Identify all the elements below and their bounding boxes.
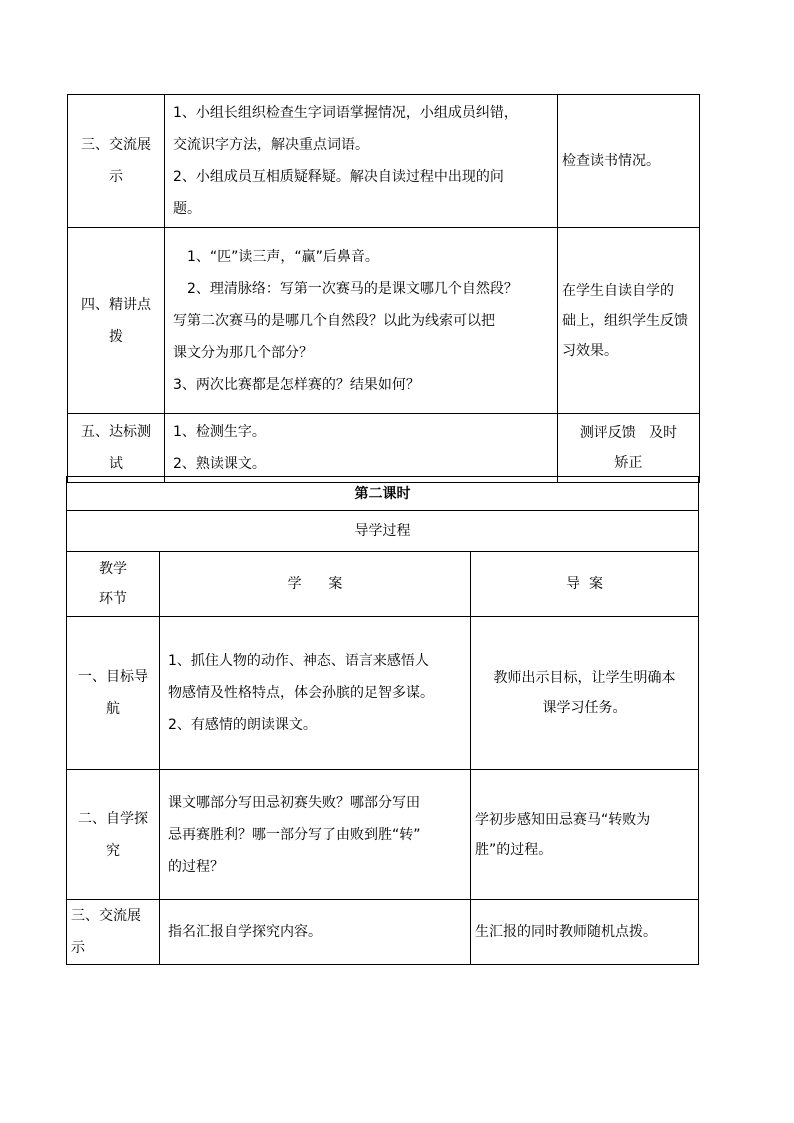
content-line: 3、两次比赛都是怎样赛的？结果如何？ — [173, 376, 420, 393]
note-cell — [471, 617, 699, 770]
note-cell — [558, 95, 700, 228]
stage-cell — [67, 770, 160, 900]
note-line: 生汇报的同时教师随机点拨。 — [475, 924, 657, 940]
content-line: 2、有感情的朗读课文。 — [168, 717, 317, 733]
note-line: 学初步感知田忌赛马“转败为 — [475, 811, 651, 828]
content-line: 交流识字方法，解决重点词语。 — [173, 137, 369, 153]
stage-cell — [68, 95, 165, 228]
stage-label-line2: 试 — [109, 456, 123, 472]
stage-label-line1: 三、交流展 — [71, 908, 141, 924]
stage-label-line2: 示 — [109, 169, 123, 185]
content-line: 1、检测生字。 — [173, 424, 266, 440]
content-line: 课文哪部分写田忌初赛失败？哪部分写田 — [168, 794, 420, 811]
column-header-plan: 学 案 — [160, 552, 471, 617]
note-cell — [471, 770, 699, 900]
stage-label-line2: 究 — [106, 842, 120, 859]
header-stage-line1: 教学 — [99, 561, 127, 577]
lesson1-table — [67, 94, 700, 483]
note-line: 检查读书情况。 — [562, 153, 660, 169]
content-line: 指名汇报自学探究内容。 — [168, 924, 322, 940]
header-stage-line2: 环节 — [99, 591, 127, 607]
content-line: 忌再赛胜利？哪一部分写了由败到胜“转” — [168, 826, 421, 843]
content-line: 的过程？ — [168, 858, 224, 875]
note-cell — [558, 228, 700, 414]
stage-label-line1: 一、目标导 — [78, 669, 148, 685]
content-line: 物感情及性格特点，体会孙膑的足智多谋。 — [168, 685, 434, 701]
stage-cell — [67, 617, 160, 770]
stage-cell — [67, 900, 160, 965]
note-line: 矫正 — [614, 455, 643, 471]
note-line: 在学生自读自学的 — [562, 282, 674, 299]
stage-label-line1: 三、交流展 — [81, 137, 151, 153]
content-line: 1、抓住人物的动作、神态、语言来感悟人 — [168, 653, 429, 669]
content-cell — [165, 414, 558, 483]
content-line: 1、“匹”读三声，“赢”后鼻音。 — [187, 248, 379, 265]
lesson2-table — [66, 476, 699, 965]
note-line: 胜”的过程。 — [475, 841, 553, 858]
lesson-title: 第二课时 — [67, 477, 699, 511]
table-row — [67, 770, 699, 900]
content-cell — [165, 228, 558, 414]
content-line: 课文分为那几个部分？ — [173, 344, 313, 361]
content-line: 题。 — [173, 201, 201, 217]
table-row — [68, 414, 700, 483]
note-cell — [558, 414, 700, 483]
table-row — [67, 617, 699, 770]
content-line: 2、熟读课文。 — [173, 456, 266, 472]
column-header-guide: 导 案 — [471, 552, 699, 617]
note-line: 础上，组织学生反馈 — [562, 312, 688, 329]
section-subtitle: 导学过程 — [67, 511, 699, 552]
content-line: 写第二次赛马的是哪几个自然段？以此为线索可以把 — [173, 312, 495, 329]
stage-label-line2: 示 — [71, 940, 85, 956]
stage-label-line1: 四、精讲点 — [81, 296, 151, 313]
column-header-stage — [67, 552, 160, 617]
content-cell — [165, 95, 558, 228]
content-cell — [160, 770, 471, 900]
table-row — [68, 95, 700, 228]
stage-label-line2: 航 — [106, 701, 120, 717]
stage-label-line1: 五、达标测 — [81, 424, 151, 440]
content-cell — [160, 617, 471, 770]
table-row — [67, 511, 699, 552]
note-line: 教师出示目标，让学生明确本 — [493, 670, 676, 686]
stage-label-line2: 拨 — [109, 328, 123, 345]
note-line: 测评反馈 及时 — [579, 425, 678, 441]
content-line: 1、小组长组织检查生字词语掌握情况，小组成员纠错， — [173, 105, 518, 121]
stage-cell — [68, 414, 165, 483]
content-cell — [160, 900, 471, 965]
table-row — [68, 228, 700, 414]
note-line: 课学习任务。 — [542, 700, 627, 716]
content-line: 2、小组成员互相质疑释疑。解决自读过程中出现的问 — [173, 169, 504, 185]
header-row — [67, 552, 699, 617]
table-row — [67, 477, 699, 511]
stage-label-line1: 二、自学探 — [78, 810, 148, 827]
table-row — [67, 900, 699, 965]
note-line: 习效果。 — [562, 342, 618, 359]
note-cell — [471, 900, 699, 965]
stage-cell — [68, 228, 165, 414]
content-line: 2、理清脉络：写第一次赛马的是课文哪几个自然段？ — [187, 280, 518, 297]
